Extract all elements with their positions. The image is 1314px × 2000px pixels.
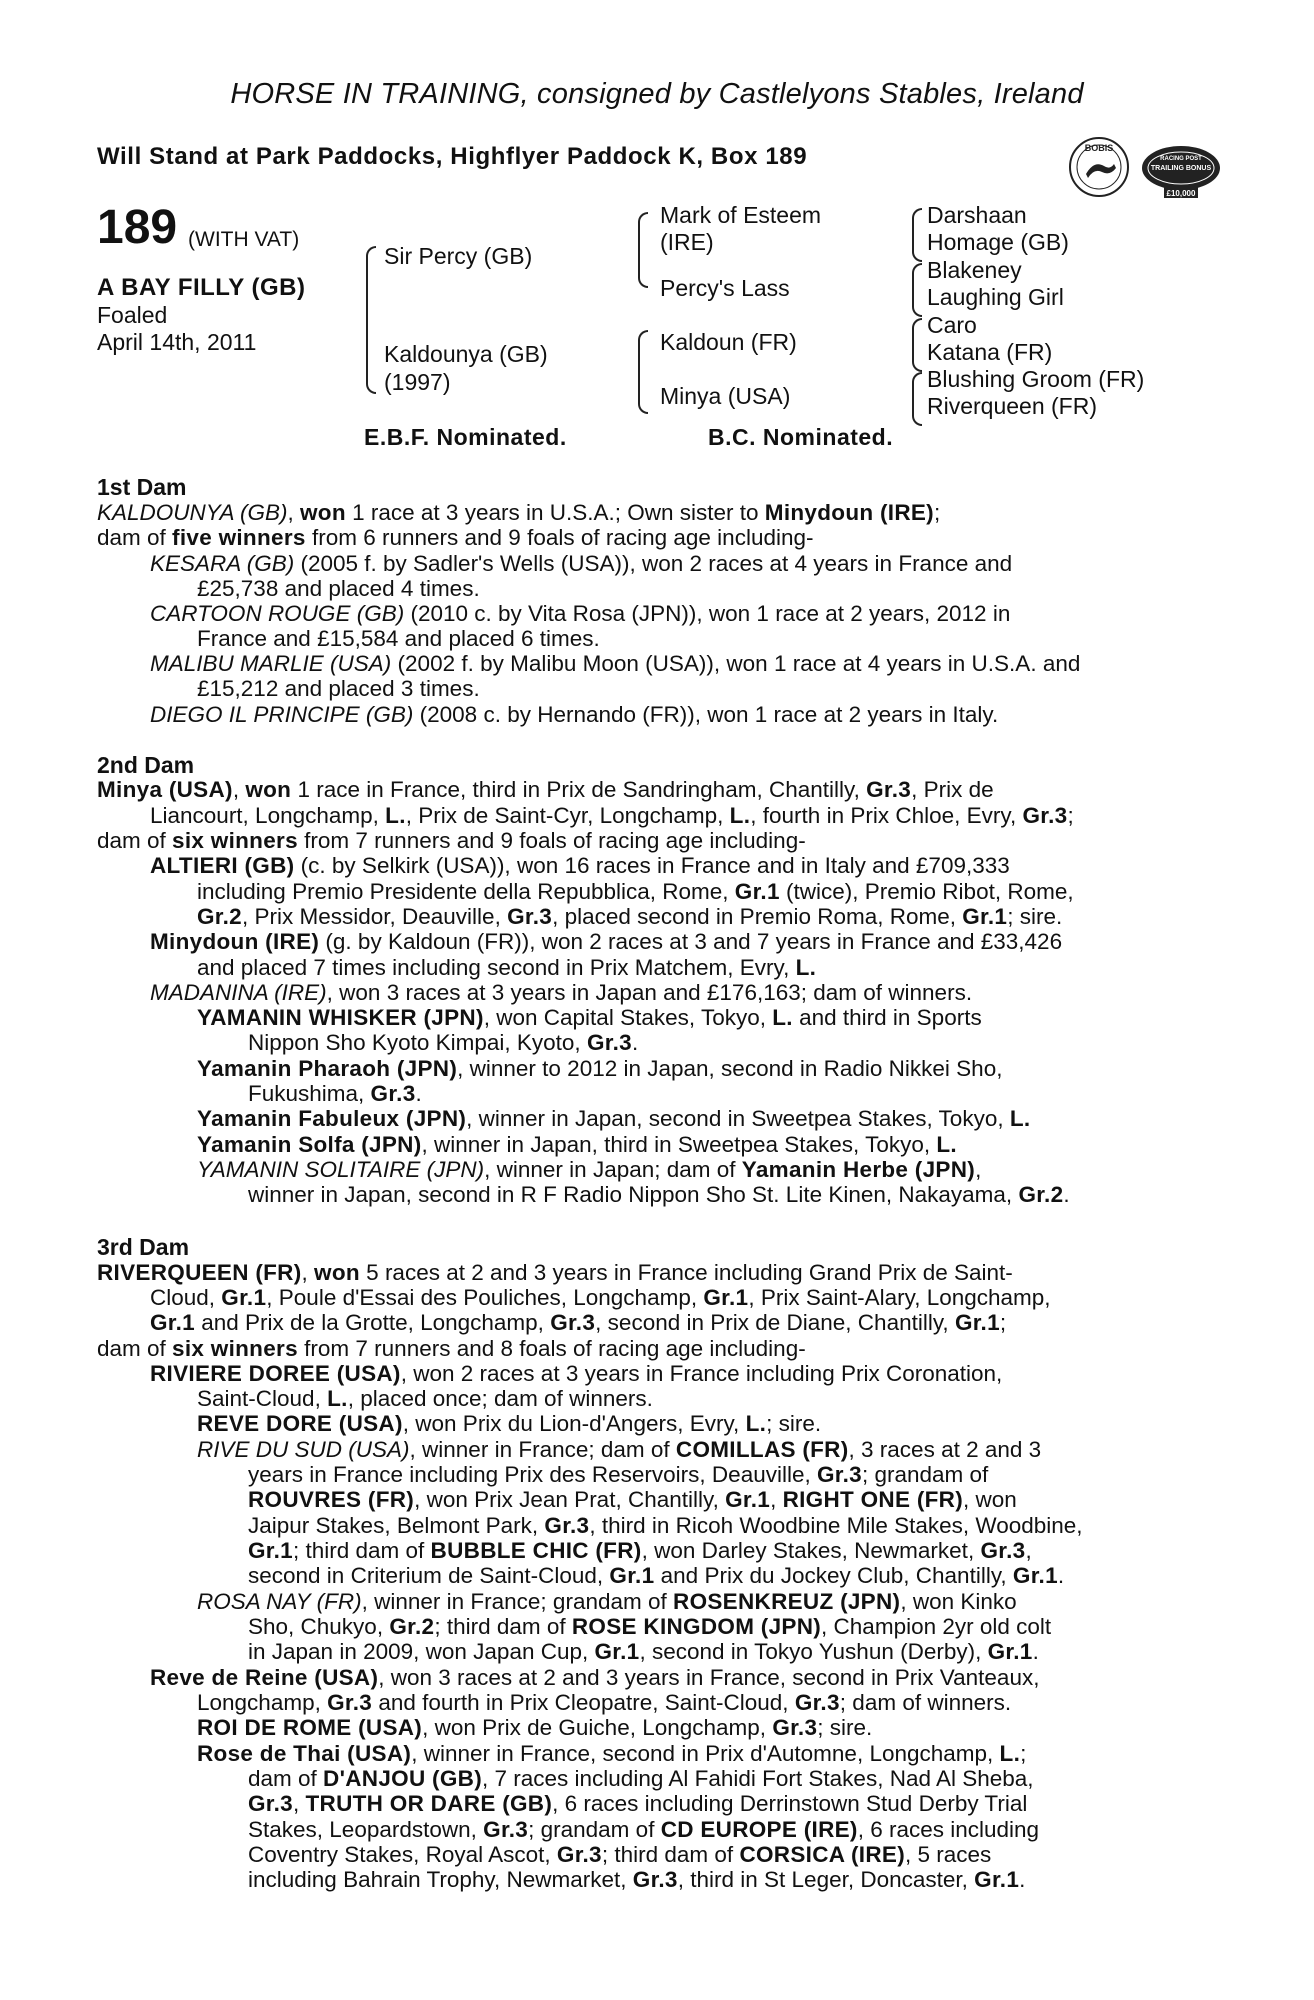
bold-text: L. [936, 1132, 957, 1157]
body-text: , winner in France, second in Prix d'Automne, Longchamp, [411, 1741, 1000, 1766]
italic-text: KESARA (GB) [150, 551, 295, 576]
body-text: , 7 races including Al Fahidi Fort Stakes, Nad Al Sheba, [482, 1766, 1034, 1791]
first-dam-line [197, 676, 480, 701]
stand-location: Will Stand at Park Paddocks, Highflyer Paddock K, Box 189 [97, 143, 808, 170]
bold-text: Minydoun (IRE) [764, 500, 934, 525]
pedigree-brace [912, 263, 922, 317]
bold-text: won [245, 777, 292, 802]
body-text: Sho, Chukyo, [248, 1614, 390, 1639]
bold-text: won [299, 500, 346, 525]
body-text: , won 2 races at 3 years in France including Prix Coronation, [400, 1361, 1003, 1386]
third-dam-line [197, 1690, 1011, 1715]
bold-text: RIVERQUEEN (FR) [97, 1260, 302, 1285]
gg-7: Blushing Groom (FR) [927, 366, 1145, 392]
body-text: , second in Tokyo Yushun (Derby), [639, 1639, 988, 1664]
italic-text: DIEGO IL PRINCIPE (GB) [150, 702, 414, 727]
bold-text: Gr.3 [327, 1690, 373, 1715]
bold-text: Minya (USA) [97, 777, 233, 802]
first-dam-line [97, 525, 814, 550]
third-dam-line [248, 1538, 1032, 1563]
third-dam-line [248, 1462, 988, 1487]
foaled-label: Foaled [97, 302, 168, 328]
body-text: , placed second in Premio Roma, Rome, [552, 904, 963, 929]
horse-description: A BAY FILLY (GB) [97, 274, 306, 301]
bold-text: CD EUROPE (IRE) [660, 1817, 858, 1842]
body-text: , Poule d'Essai des Pouliches, Longchamp, [266, 1285, 704, 1310]
bold-text: RIVIERE DOREE (USA) [150, 1361, 401, 1386]
third-dam-line [97, 1260, 1013, 1285]
bold-text: L. [999, 1741, 1021, 1766]
body-text: , winner in Japan; dam of [484, 1157, 742, 1182]
gg-6: Katana (FR) [927, 339, 1053, 365]
bold-text: L. [795, 955, 817, 980]
body-text: France and £15,584 and placed 6 times. [197, 626, 600, 651]
bold-text: Gr.1 [609, 1563, 655, 1588]
body-text: , won Darley Stakes, Newmarket, [641, 1538, 981, 1563]
body-text: Fukushima, [248, 1081, 371, 1106]
second-dam-line [150, 980, 972, 1005]
third-dam-line [97, 1336, 806, 1361]
bold-text: L. [729, 803, 751, 828]
second-dam-line [197, 1056, 1002, 1081]
bold-text: Gr.3 [816, 1462, 862, 1487]
body-text: ; grandam of [861, 1462, 989, 1487]
svg-text:RACING POST: RACING POST [1160, 156, 1202, 162]
third-dam-line [248, 1766, 1034, 1791]
body-text: including Bahrain Trophy, Newmarket, [248, 1867, 633, 1892]
body-text: 1 race in France, third in Prix de Sandringham, Chantilly, [291, 777, 867, 802]
body-text: ; [999, 1310, 1007, 1335]
bold-text: Gr.1 [703, 1285, 749, 1310]
body-text: , 6 races including Derrinstown Stud Derby Trial [552, 1791, 1028, 1816]
third-dam-line [248, 1614, 1051, 1639]
bobis-badge-icon [1068, 136, 1130, 198]
third-dam-line [197, 1589, 1017, 1614]
page-title: HORSE IN TRAINING, consigned by Castlelyons Stables, Ireland [230, 78, 1084, 110]
gg-4: Laughing Girl [927, 284, 1064, 310]
second-dam-line [197, 879, 1074, 904]
bold-text: Gr.3 [632, 1867, 678, 1892]
svg-text:BOBIS: BOBIS [1084, 143, 1114, 153]
bold-text: ROUVRES (FR) [248, 1487, 415, 1512]
body-text: ; [1020, 1741, 1027, 1766]
third-dam-line [197, 1411, 821, 1436]
gg-2: Homage (GB) [927, 229, 1069, 255]
third-dam-line [248, 1791, 1027, 1816]
body-text: , Prix Messidor, Deauville, [241, 904, 508, 929]
body-text: ; third dam of [434, 1614, 572, 1639]
body-text: ; sire. [1007, 904, 1063, 929]
bold-text: six winners [172, 1336, 298, 1361]
third-dam-line [248, 1513, 1083, 1538]
bold-text: Gr.3 [370, 1081, 416, 1106]
body-text: dam of [97, 525, 173, 550]
third-dam-line [248, 1639, 1039, 1664]
bold-text: Gr.3 [556, 1842, 602, 1867]
bold-text: Gr.3 [794, 1690, 840, 1715]
italic-text: MALIBU MARLIE (USA) [150, 651, 392, 676]
pedigree-brace [912, 318, 922, 372]
body-text: ; dam of winners. [839, 1690, 1012, 1715]
bold-text: won [314, 1260, 360, 1285]
bold-text: CORSICA (IRE) [739, 1842, 906, 1867]
bold-text: Reve de Reine (USA) [150, 1665, 379, 1690]
bold-text: Gr.3 [866, 777, 912, 802]
body-text: , winner to 2012 in Japan, second in Radio Nikkei Sho, [457, 1056, 1003, 1081]
bold-text: L. [1009, 1106, 1031, 1131]
dam-sire: Kaldoun (FR) [660, 329, 797, 355]
first-dam-line [150, 651, 1080, 676]
second-dam-line [97, 777, 994, 802]
second-dam-line [197, 955, 816, 980]
body-text: 1 race at 3 years in U.S.A.; Own sister to [345, 500, 765, 525]
body-text: from 7 runners and 8 foals of racing age including- [297, 1336, 806, 1361]
body-text: , Prix Saint-Alary, Longchamp, [748, 1285, 1051, 1310]
bold-text: D'ANJOU (GB) [323, 1766, 482, 1791]
body-text: , winner in France; grandam of [361, 1589, 674, 1614]
third-dam-line [197, 1386, 653, 1411]
bold-text: Gr.1 [150, 1310, 195, 1335]
second-dam-line [197, 904, 1062, 929]
second-dam-line [150, 929, 1062, 954]
body-text: , won Kinko [900, 1589, 1017, 1614]
bold-text: TRUTH OR DARE (GB) [305, 1791, 553, 1816]
body-text: ; third dam of [292, 1538, 431, 1563]
bold-text: L. [327, 1386, 348, 1411]
bold-text: Gr.2 [197, 904, 242, 929]
body-text: , Prix de Saint-Cyr, Longchamp, [405, 803, 730, 828]
body-text: and Prix de la Grotte, Longchamp, [194, 1310, 551, 1335]
bold-text: L. [745, 1411, 767, 1436]
bold-text: Rose de Thai (USA) [197, 1741, 412, 1766]
body-text: Nippon Sho Kyoto Kimpai, Kyoto, [248, 1030, 587, 1055]
first-dam-line [150, 702, 998, 727]
body-text: ; sire. [817, 1715, 873, 1740]
bold-text: Gr.3 [772, 1715, 818, 1740]
lot-number: 189 [97, 201, 178, 254]
bold-text: Gr.1 [954, 1310, 1000, 1335]
bold-text: Yamanin Fabuleux (JPN) [197, 1106, 467, 1131]
body-text: Saint-Cloud, [197, 1386, 328, 1411]
bold-text: Gr.1 [248, 1538, 293, 1563]
third-dam-line [248, 1817, 1039, 1842]
second-dam-line [248, 1182, 1070, 1207]
body-text: Stakes, Leopardstown, [248, 1817, 484, 1842]
bold-text: Gr.3 [586, 1030, 632, 1055]
bold-text: Gr.2 [389, 1614, 435, 1639]
bold-text: Gr.3 [544, 1513, 590, 1538]
body-text: , won Prix de Guiche, Longchamp, [422, 1715, 773, 1740]
body-text: , [292, 1791, 306, 1816]
bold-text: Yamanin Solfa (JPN) [197, 1132, 422, 1157]
second-dam-line [248, 1081, 422, 1106]
body-text: (twice), Premio Ribot, Rome, [779, 879, 1074, 904]
body-text: , [287, 500, 300, 525]
bold-text: six winners [172, 828, 298, 853]
body-text: , won Capital Stakes, Tokyo, [483, 1005, 773, 1030]
body-text: , [1025, 1538, 1032, 1563]
body-text: 5 races at 2 and 3 years in France including Grand Prix de Saint- [359, 1260, 1013, 1285]
third-dam-heading: 3rd Dam [97, 1234, 190, 1260]
gg-1: Darshaan [927, 202, 1027, 228]
third-dam-line [248, 1867, 1025, 1892]
bold-text: Gr.1 [221, 1285, 267, 1310]
italic-text: CARTOON ROUGE (GB) [150, 601, 405, 626]
body-text: Jaipur Stakes, Belmont Park, [248, 1513, 545, 1538]
body-text: , won Prix Jean Prat, Chantilly, [414, 1487, 726, 1512]
body-text: . [1019, 1867, 1026, 1892]
body-text: ; [933, 500, 941, 525]
gg-8: Riverqueen (FR) [927, 393, 1097, 419]
body-text: from 6 runners and 9 foals of racing age including- [305, 525, 814, 550]
bold-text: RIGHT ONE (FR) [782, 1487, 964, 1512]
body-text: and third in Sports [792, 1005, 982, 1030]
body-text: , 5 races [905, 1842, 992, 1867]
body-text: from 7 runners and 9 foals of racing age including- [297, 828, 806, 853]
second-dam-line [197, 1005, 982, 1030]
bold-text: REVE DORE (USA) [197, 1411, 403, 1436]
body-text: Liancourt, Longchamp, [150, 803, 386, 828]
bold-text: Yamanin Herbe (JPN) [741, 1157, 976, 1182]
pedigree-brace [638, 330, 648, 414]
body-text: , [301, 1260, 315, 1285]
body-text: , placed once; dam of winners. [347, 1386, 653, 1411]
body-text: Cloud, [150, 1285, 222, 1310]
bold-text: ROSENKREUZ (JPN) [673, 1589, 901, 1614]
body-text: and placed 7 times including second in Prix Matchem, Evry, [197, 955, 796, 980]
gg-5: Caro [927, 312, 977, 338]
bold-text: Gr.1 [725, 1487, 771, 1512]
italic-text: MADANINA (IRE) [150, 980, 327, 1005]
third-dam-line [150, 1285, 1051, 1310]
body-text: . [1063, 1182, 1070, 1207]
sire: Sir Percy (GB) [384, 243, 533, 269]
foaled-date: April 14th, 2011 [97, 329, 257, 355]
third-dam-line [150, 1665, 1039, 1690]
first-dam-line [197, 626, 600, 651]
bold-text: Yamanin Pharaoh (JPN) [197, 1056, 458, 1081]
body-text: ; grandam of [528, 1817, 661, 1842]
third-dam-line [197, 1741, 1026, 1766]
body-text: , won 3 races at 3 years in Japan and £176,163; dam of winners. [326, 980, 973, 1005]
pedigree-brace [912, 208, 922, 262]
third-dam-line [248, 1563, 1064, 1588]
bold-text: COMILLAS (FR) [675, 1437, 849, 1462]
body-text: dam of [248, 1766, 324, 1791]
italic-text: KALDOUNYA (GB) [97, 500, 288, 525]
gg-3: Blakeney [927, 257, 1022, 283]
body-text: , winner in Japan, second in Sweetpea Stakes, Tokyo, [466, 1106, 1010, 1131]
third-dam-line [197, 1715, 872, 1740]
body-text: , [232, 777, 246, 802]
body-text: , 3 races at 2 and 3 [848, 1437, 1042, 1462]
svg-text:TRAILING BONUS: TRAILING BONUS [1150, 165, 1212, 172]
third-dam-line [150, 1361, 1002, 1386]
second-dam-line [197, 1106, 1030, 1131]
body-text: , winner in France; dam of [409, 1437, 676, 1462]
first-dam-line [150, 601, 1010, 626]
pedigree-brace [366, 246, 376, 394]
body-text: (2010 c. by Vita Rosa (JPN)), won 1 race at 2 years, 2012 in [404, 601, 1011, 626]
body-text: , won Prix du Lion-d'Angers, Evry, [402, 1411, 746, 1436]
body-text: . [1057, 1563, 1065, 1588]
body-text: dam of [97, 828, 173, 853]
trailing-bonus-badge-icon [1140, 140, 1222, 200]
body-text: £25,738 and placed 4 times. [197, 576, 480, 601]
body-text: , second in Prix de Diane, Chantilly, [595, 1310, 955, 1335]
sire-sire: Mark of Esteem [660, 202, 822, 228]
bold-text: Gr.3 [507, 904, 553, 929]
body-text: , [770, 1487, 783, 1512]
bold-text: Gr.1 [594, 1639, 640, 1664]
body-text: winner in Japan, second in R F Radio Nippon Sho St. Lite Kinen, Nakayama, [248, 1182, 1019, 1207]
ebf-nomination: E.B.F. Nominated. [364, 424, 567, 450]
body-text: Longchamp, [197, 1690, 328, 1715]
body-text: and Prix du Jockey Club, Chantilly, [654, 1563, 1013, 1588]
body-text: second in Criterium de Saint-Cloud, [248, 1563, 610, 1588]
bold-text: ALTIERI (GB) [150, 853, 295, 878]
bold-text: ROI DE ROME (USA) [197, 1715, 423, 1740]
bold-text: L. [385, 803, 406, 828]
body-text: and fourth in Prix Cleopatre, Saint-Cloud, [372, 1690, 795, 1715]
body-text: , [975, 1157, 982, 1182]
bold-text: Gr.3 [248, 1791, 293, 1816]
bold-text: Gr.1 [734, 879, 780, 904]
body-text: ; third dam of [601, 1842, 740, 1867]
dam-year: (1997) [384, 369, 451, 395]
body-text: , fourth in Prix Chloe, Evry, [750, 803, 1023, 828]
second-dam-heading: 2nd Dam [97, 752, 195, 778]
body-text: , won 3 races at 2 and 3 years in France, second in Prix Vanteaux, [378, 1665, 1040, 1690]
body-text: . [415, 1081, 422, 1106]
body-text: , won [963, 1487, 1017, 1512]
first-dam-heading: 1st Dam [97, 474, 187, 500]
sire-sire-suffix: (IRE) [660, 229, 714, 255]
body-text: (2008 c. by Hernando (FR)), won 1 race at 2 years in Italy. [413, 702, 999, 727]
second-dam-line [197, 1132, 957, 1157]
italic-text: RIVE DU SUD (USA) [197, 1437, 410, 1462]
body-text: , third in Ricoh Woodbine Mile Stakes, Woodbine, [589, 1513, 1083, 1538]
third-dam-line [248, 1487, 1017, 1512]
body-text: , winner in Japan, third in Sweetpea Stakes, Tokyo, [421, 1132, 937, 1157]
body-text: , 6 races including [857, 1817, 1040, 1842]
body-text: including Premio Presidente della Repubblica, Rome, [197, 879, 735, 904]
body-text: dam of [97, 1336, 173, 1361]
bold-text: Gr.1 [962, 904, 1008, 929]
body-text: ; [1067, 803, 1074, 828]
body-text: (2005 f. by Sadler's Wells (USA)), won 2 races at 4 years in France and [294, 551, 1013, 576]
bold-text: Gr.3 [550, 1310, 596, 1335]
body-text: in Japan in 2009, won Japan Cup, [248, 1639, 595, 1664]
bc-nomination: B.C. Nominated. [708, 424, 894, 450]
body-text: (c. by Selkirk (USA)), won 16 races in France and in Italy and £709,333 [294, 853, 1010, 878]
body-text: (2002 f. by Malibu Moon (USA)), won 1 race at 4 years in U.S.A. and [391, 651, 1081, 676]
bold-text: YAMANIN WHISKER (JPN) [197, 1005, 484, 1030]
italic-text: ROSA NAY (FR) [197, 1589, 362, 1614]
bold-text: Gr.3 [483, 1817, 529, 1842]
bold-text: Gr.3 [1022, 803, 1068, 828]
body-text: . [631, 1030, 639, 1055]
second-dam-line [248, 1030, 638, 1055]
bold-text: Gr.1 [974, 1867, 1020, 1892]
body-text: . [1032, 1639, 1039, 1664]
second-dam-line [97, 828, 806, 853]
bold-text: Minydoun (IRE) [150, 929, 320, 954]
bold-text: Gr.2 [1018, 1182, 1064, 1207]
first-dam-line [150, 551, 1012, 576]
body-text: £15,212 and placed 3 times. [197, 676, 480, 701]
first-dam-line [97, 500, 940, 525]
body-text: years in France including Prix des Reservoirs, Deauville, [248, 1462, 817, 1487]
bold-text: BUBBLE CHIC (FR) [430, 1538, 642, 1563]
body-text: (g. by Kaldoun (FR)), won 2 races at 3 and 7 years in France and £33,426 [319, 929, 1063, 954]
second-dam-line [150, 803, 1074, 828]
third-dam-line [248, 1842, 991, 1867]
svg-text:£10,000: £10,000 [1166, 189, 1196, 198]
bold-text: Gr.1 [987, 1639, 1033, 1664]
bold-text: L. [772, 1005, 793, 1030]
bold-text: Gr.3 [980, 1538, 1026, 1563]
dam-dam: Minya (USA) [660, 383, 791, 409]
body-text: , Champion 2yr old colt [821, 1614, 1052, 1639]
body-text: , third in St Leger, Doncaster, [677, 1867, 975, 1892]
third-dam-line [150, 1310, 1006, 1335]
vat-note: (WITH VAT) [188, 228, 300, 251]
third-dam-line [197, 1437, 1041, 1462]
body-text: Coventry Stakes, Royal Ascot, [248, 1842, 557, 1867]
italic-text: YAMANIN SOLITAIRE (JPN) [197, 1157, 485, 1182]
bold-text: Gr.1 [1012, 1563, 1058, 1588]
second-dam-line [150, 853, 1010, 878]
bold-text: ROSE KINGDOM (JPN) [571, 1614, 822, 1639]
second-dam-line [197, 1157, 981, 1182]
dam: Kaldounya (GB) [384, 341, 548, 367]
body-text: , Prix de [911, 777, 994, 802]
pedigree-brace [638, 212, 648, 288]
sire-dam: Percy's Lass [660, 275, 790, 301]
first-dam-line [197, 576, 480, 601]
bold-text: five winners [172, 525, 306, 550]
body-text: ; sire. [766, 1411, 822, 1436]
pedigree-brace [912, 372, 922, 426]
